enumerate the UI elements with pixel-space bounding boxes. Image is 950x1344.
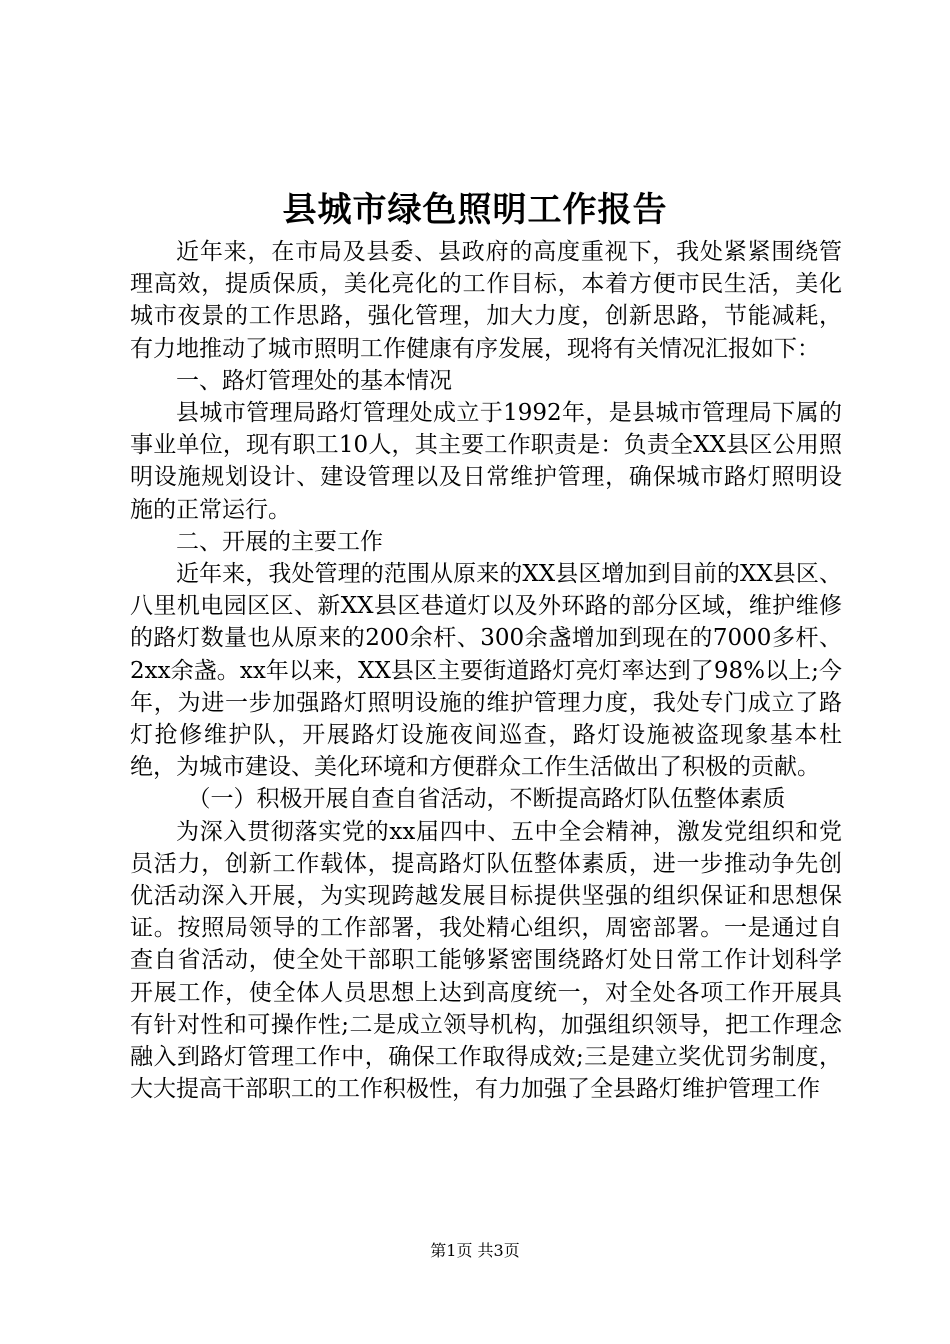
paragraph-basic-info: 县城市管理局路灯管理处成立于1992年，是县城市管理局下属的事业单位，现有职工10人，其主要工作职责是：负责全XX县区公用照明设施规划设计、建设管理以及日常维护管理，确保城市路灯照明设施的正常运行。: [130, 400, 842, 523]
paragraph-intro: 近年来，在市局及县委、县政府的高度重视下，我处紧紧围绕管理高效，提质保质，美化亮化的工作目标，本着方便市民生活，美化城市夜景的工作思路，强化管理，加大力度，创新思路，节能减耗，有力地推动了城市照明工作健康有序发展，现将有关情况汇报如下：: [130, 239, 842, 362]
document-title: 县城市绿色照明工作报告: [282, 190, 668, 230]
paragraph-main-work: 近年来，我处管理的范围从原来的XX县区增加到目前的XX县区、八里机电园区区、新XX县区巷道灯以及外环路的部分区域，维护维修的路灯数量也从原来的200余杆、300余盏增加到现在的7000多杆、2xx余盏。xx年以来，XX县区主要街道路灯亮灯率达到了98%以上;今年，为进一步加强路灯照明设施的维护管理力度，我处专门成立了路灯抢修维护队，开展路灯设施夜间巡查，路灯设施被盗现象基本杜绝，为城市建设、美化环境和方便群众工作生活做出了积极的贡献。: [130, 561, 842, 781]
subsection-heading-1: （一）积极开展自查自省活动，不断提高路灯队伍整体素质: [187, 786, 786, 813]
document-body: [130, 236, 842, 1105]
page-footer: 第1页 共3页: [430, 1241, 520, 1260]
paragraph-self-review: 为深入贯彻落实党的xx届四中、五中全会精神，激发党组织和党员活力，创新工作载体，提高路灯队伍整体素质，进一步推动争先创优活动深入开展，为实现跨越发展目标提供坚强的组织保证和思想保证。按照局领导的工作部署，我处精心组织，周密部署。一是通过自查自省活动，使全处干部职工能够紧密围绕路灯处日常工作计划科学开展工作，使全体人员思想上达到高度统一，对全处各项工作开展具有针对性和可操作性;二是成立领导机构，加强组织领导，把工作理念融入到路灯管理工作中，确保工作取得成效;三是建立奖优罚劣制度，大大提高干部职工的工作积极性，有力加强了全县路灯维护管理工作: [130, 818, 842, 1103]
section-heading-2: 二、开展的主要工作: [176, 528, 383, 555]
section-heading-1: 一、路灯管理处的基本情况: [176, 367, 452, 394]
